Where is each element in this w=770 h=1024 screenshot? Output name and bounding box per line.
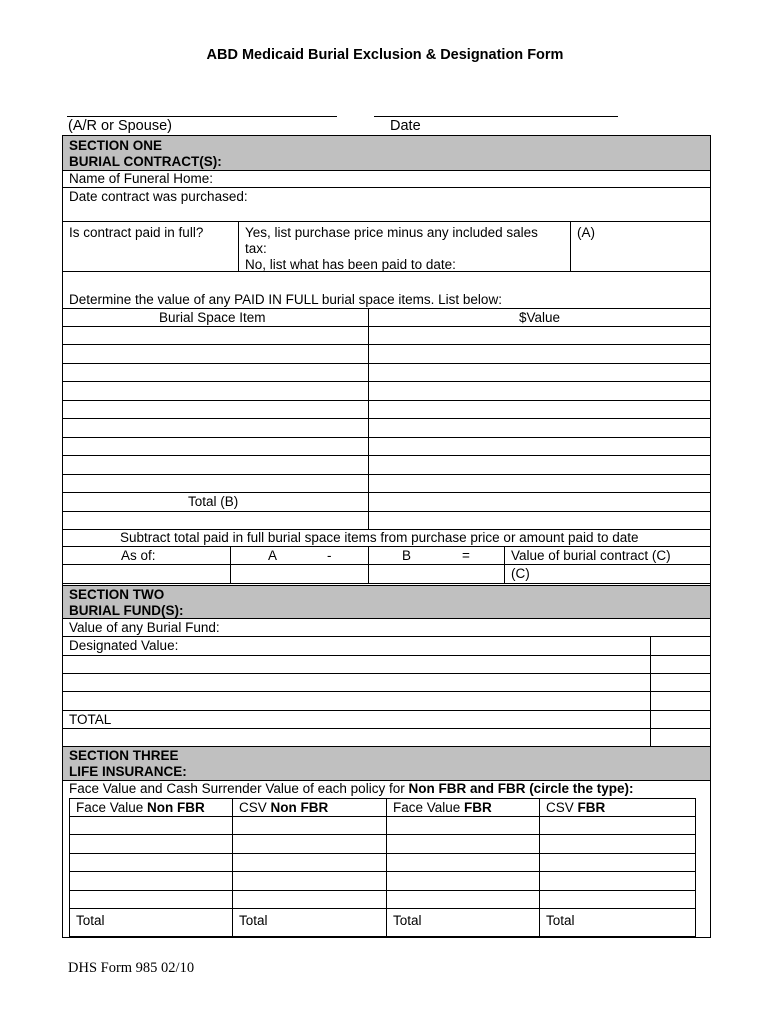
section-three-header [63, 747, 710, 781]
calc-b-cell[interactable] [368, 565, 504, 583]
face-value-instructions: Face Value and Cash Surrender Value of each policy for Non FBR and FBR (circle the type): [69, 781, 634, 796]
total-face-fbr: Total [393, 913, 422, 928]
burial-item-row[interactable] [63, 475, 710, 493]
a-amount-cell[interactable] [570, 222, 710, 271]
col-face-non-fbr: Face Value Non FBR [76, 800, 205, 815]
section-two-title: SECTION TWO [69, 587, 165, 602]
calc-eq-label: = [462, 548, 470, 563]
fund-total-row[interactable] [63, 711, 710, 729]
life-insurance-title: LIFE INSURANCE: [69, 764, 187, 779]
funeral-home-row[interactable] [63, 171, 710, 188]
form-footer: DHS Form 985 02/10 [68, 960, 195, 976]
calc-a-label: A [268, 548, 278, 563]
burial-fund-row[interactable] [63, 619, 710, 637]
col-face-fbr: Face Value FBR [393, 800, 492, 815]
calc-b-label: B [402, 548, 412, 563]
date-purchased-row[interactable] [63, 188, 710, 222]
policy-row[interactable] [70, 854, 695, 872]
policy-table [69, 798, 696, 937]
burial-item-row[interactable] [63, 419, 710, 438]
total-csv-non-fbr: Total [239, 913, 268, 928]
section-one-title: SECTION ONE [69, 138, 163, 153]
date-signature-line[interactable] [374, 116, 618, 117]
burial-item-row[interactable] [63, 382, 710, 401]
value-col-label: $Value [519, 310, 561, 325]
calc-header-row [63, 547, 710, 565]
form-table [62, 135, 711, 938]
policy-row[interactable] [70, 835, 695, 854]
ar-label: (A/R or Spouse) [68, 118, 172, 134]
total-face-non-fbr: Total [76, 913, 105, 928]
yes-option-tax: tax: [245, 241, 267, 256]
fund-row[interactable] [63, 729, 710, 747]
fund-row[interactable] [63, 692, 710, 711]
fund-row[interactable] [63, 674, 710, 692]
burial-item-row[interactable] [63, 438, 710, 456]
paid-in-full-options[interactable] [238, 222, 570, 271]
life-insurance-area [63, 781, 710, 938]
total-b-row [63, 493, 710, 512]
burial-item-row[interactable] [63, 327, 710, 345]
calc-values-row[interactable] [63, 565, 710, 584]
burial-item-row[interactable] [63, 345, 710, 364]
fund-row[interactable] [63, 656, 710, 674]
policy-row[interactable] [70, 872, 695, 891]
funeral-home-label: Name of Funeral Home: [69, 171, 214, 186]
determine-row [63, 272, 710, 309]
burial-funds-title: BURIAL FUND(S): [69, 603, 184, 618]
burial-item-row[interactable] [63, 401, 710, 419]
subtract-instructions: Subtract total paid in full burial space items from purchase price or amount paid to date [120, 530, 639, 545]
value-col-header [368, 309, 710, 326]
subtract-row [63, 530, 710, 547]
a-label: (A) [577, 225, 595, 240]
burial-item-row[interactable] [63, 364, 710, 382]
total-b-label: Total (B) [188, 494, 239, 509]
calc-minus-label: - [327, 548, 332, 563]
calc-c-cell[interactable] [504, 565, 710, 583]
burial-item-row[interactable] [63, 456, 710, 475]
fund-total-label: TOTAL [69, 712, 112, 727]
designated-row[interactable] [63, 637, 710, 656]
paid-in-full-label: Is contract paid in full? [69, 225, 204, 240]
total-b-cell[interactable] [368, 493, 710, 511]
section-two-header [63, 585, 710, 619]
policy-total-row[interactable] [70, 909, 695, 937]
designated-label: Designated Value: [69, 638, 179, 653]
burial-item-col-label: Burial Space Item [159, 310, 266, 325]
policy-header-row [70, 799, 695, 817]
c-label: (C) [511, 566, 530, 581]
blank-row [63, 512, 710, 530]
burial-items-header [63, 309, 710, 327]
col-csv-fbr: CSV FBR [546, 800, 606, 815]
value-contract-label: Value of burial contract (C) [511, 548, 671, 563]
determine-instructions: Determine the value of any PAID IN FULL burial space items. List below: [69, 292, 502, 307]
burial-fund-label: Value of any Burial Fund: [69, 620, 220, 635]
policy-row[interactable] [70, 891, 695, 909]
paid-in-full-row [63, 222, 710, 272]
ar-signature-line[interactable] [67, 116, 337, 117]
no-option-label: No, list what has been paid to date: [245, 257, 456, 272]
as-of-label: As of: [121, 548, 156, 563]
yes-option-label: Yes, list purchase price minus any included sales [245, 225, 538, 240]
col-csv-non-fbr: CSV Non FBR [239, 800, 329, 815]
total-csv-fbr: Total [546, 913, 575, 928]
form-title: ABD Medicaid Burial Exclusion & Designation Form [206, 47, 564, 63]
calc-a-cell[interactable] [230, 565, 368, 583]
burial-contracts-title: BURIAL CONTRACT(S): [69, 154, 222, 169]
section-one-header [63, 136, 710, 171]
policy-row[interactable] [70, 817, 695, 835]
date-label: Date [390, 118, 421, 134]
burial-item-col-header [63, 309, 368, 326]
date-purchased-label: Date contract was purchased: [69, 189, 248, 204]
section-three-title: SECTION THREE [69, 748, 179, 763]
